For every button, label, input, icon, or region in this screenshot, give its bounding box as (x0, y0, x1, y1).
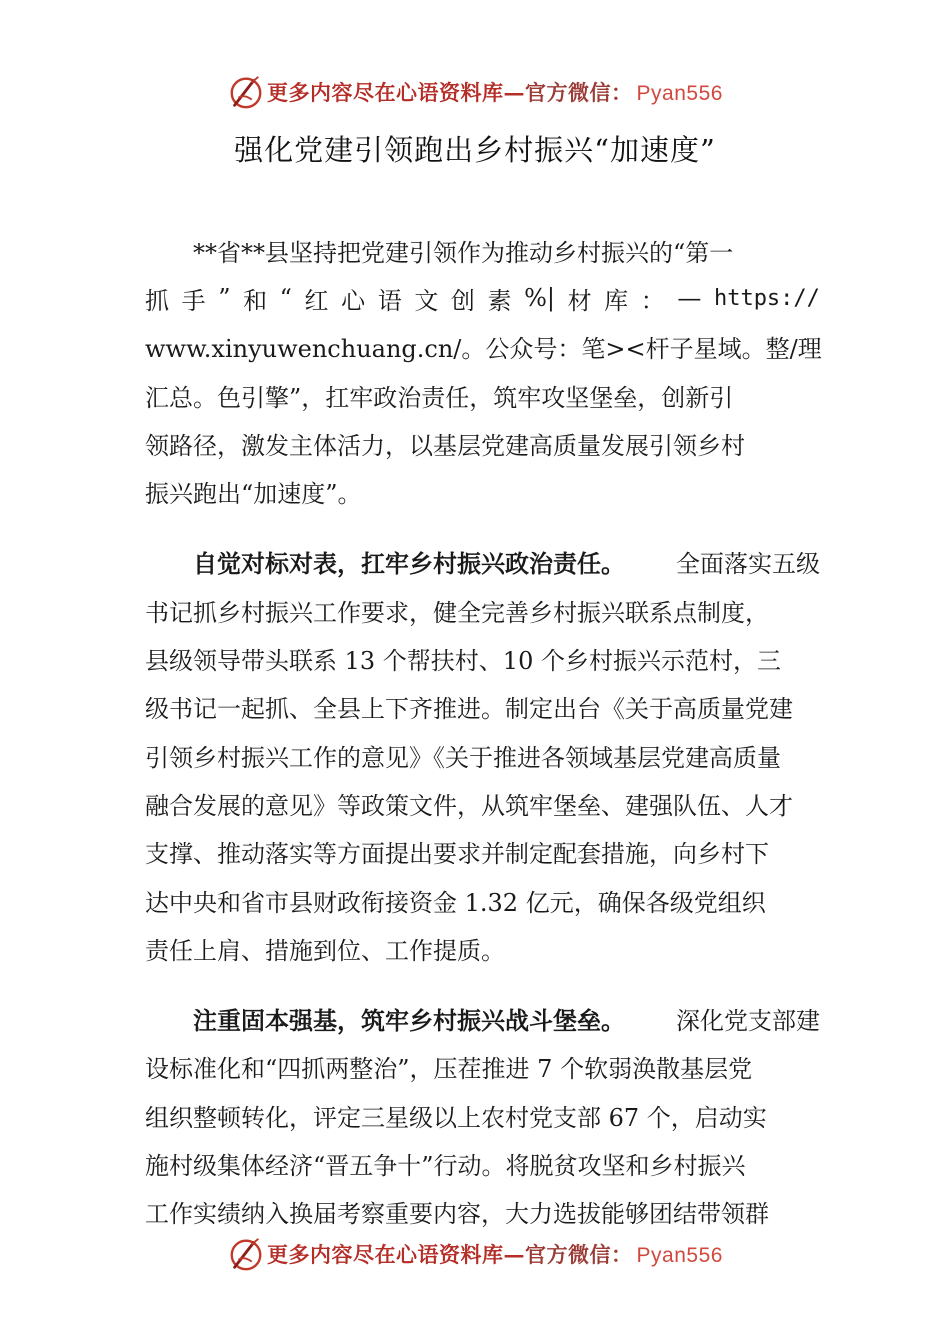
text-line: 工作实绩纳入换届考察重要内容，大力选拔能够团结带领群 (145, 1200, 769, 1229)
text-line: www.xinyuwenchuang.cn/。公众号：笔><杆子星域。整/理 (145, 335, 822, 364)
text-line: 书记抓乡村振兴工作要求，健全完善乡村振兴联系点制度， (145, 598, 769, 627)
document-title: 强化党建引领跑出乡村振兴“加速度” (234, 133, 716, 167)
text-line: 振兴跑出“加速度”。 (145, 480, 362, 509)
text-line: 达中央和省市县财政衔接资金 1.32 亿元，确保各级党组织 (145, 888, 766, 917)
text-line: 汇总。色引擎”，扛牢政治责任，筑牢攻坚堡垒，创新引 (145, 383, 734, 412)
watermark-text: 更多内容尽在心语资料库—官方微信： Pyan556 (267, 1242, 723, 1267)
text-line: 县级领导带头联系 13 个帮扶村、10 个乡村振兴示范村，三 (145, 647, 781, 676)
text-line: 施村级集体经济“晋五争十”行动。将脱贫攻坚和乡村振兴 (145, 1151, 746, 1180)
text-line: 融合发展的意见》等政策文件，从筑牢堡垒、建强队伍、人才 (145, 791, 793, 820)
watermark-text: 更多内容尽在心语资料库—官方微信： Pyan556 (267, 80, 723, 105)
paragraph-heading: 注重固本强基，筑牢乡村振兴战斗堡垒。 (193, 1007, 625, 1036)
watermark-banner-bottom (0, 1234, 950, 1274)
text-line: 级书记一起抓、全县上下齐推进。制定出台《关于高质量党建 (145, 695, 793, 724)
document-body (145, 226, 820, 1236)
text-line: 支撑、推动落实等方面提出要求并制定配套措施，向乡村下 (145, 840, 769, 869)
paragraph-political-responsibility (145, 538, 820, 973)
text-line: 自觉对标对表，扛牢乡村振兴政治责任。 全面落实五级 (145, 538, 820, 586)
paragraph-heading: 自觉对标对表，扛牢乡村振兴政治责任。 (193, 550, 625, 579)
paragraph-intro (145, 226, 820, 516)
pen-brush-logo-icon (227, 73, 265, 111)
paragraph-battle-fortress (145, 994, 820, 1235)
text-line: 领路径，激发主体活力，以基层党建高质量发展引领乡村 (145, 431, 745, 460)
text-line: 引领乡村振兴工作的意见》《关于推进各领域基层党建高质量 (145, 743, 781, 772)
text-line: 组织整顿转化，评定三星级以上农村党支部 67 个，启动实 (145, 1103, 767, 1132)
text-line: 设标准化和“四抓两整治”，压茬推进 7 个软弱涣散基层党 (145, 1055, 753, 1084)
text-line: 责任上肩、措施到位、工作提质。 (145, 936, 505, 965)
pen-brush-logo-icon (227, 1235, 265, 1273)
watermark-banner-top (0, 72, 950, 112)
text-line: **省**县坚持把党建引领作为推动乡村振兴的“第一 (193, 238, 734, 267)
text-line: 注重固本强基，筑牢乡村振兴战斗堡垒。 深化党支部建 (145, 994, 820, 1042)
text-line: 抓 手 ” 和 “ 红 心 语 文 创 素 %| 材 库 ： — https:// (145, 284, 820, 315)
